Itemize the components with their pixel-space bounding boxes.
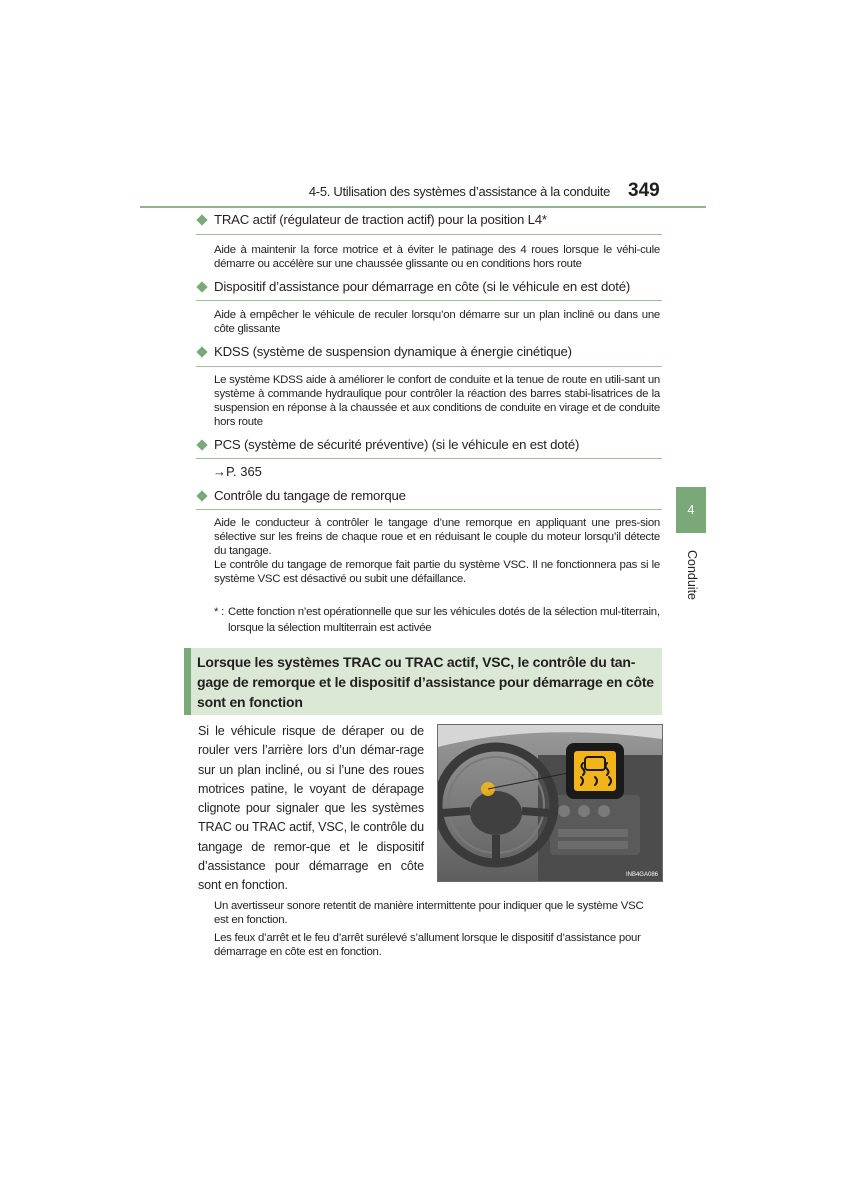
item-divider xyxy=(196,300,662,301)
item-description: Aide à empêcher le véhicule de reculer lorsqu’on démarre sur un plan incliné ou dans une côte glissante xyxy=(214,309,660,335)
item-heading-text: KDSS (système de suspension dynamique à énergie cinétique) xyxy=(214,344,572,359)
section-heading-box xyxy=(184,648,662,715)
section-heading-accent xyxy=(184,648,191,715)
diamond-bullet-icon xyxy=(196,439,207,450)
diamond-bullet-icon xyxy=(196,346,207,357)
item-description: Le système KDSS aide à améliorer le confort de conduite et la tenue de route en utili-sant un système à commande hydraulique pour contrôler la réaction des barres stabi-lisatrices de la suspension en réponse à la chaussée et aux conditions de conduite en virage et de conduite hors route xyxy=(214,374,660,428)
item-heading-kdss xyxy=(196,344,662,359)
diamond-bullet-icon xyxy=(196,214,207,225)
item-heading-text: TRAC actif (régulateur de traction actif) pour la position L4* xyxy=(214,212,547,227)
item-heading-trailer-sway xyxy=(196,488,662,503)
item-heading-hill-start xyxy=(196,279,662,294)
image-code: INB4GA086 xyxy=(625,872,658,878)
section-heading: Lorsque les systèmes TRAC ou TRAC actif, VSC, le contrôle du tan-gage de remorque et le dispositif d’assistance pour démarrage en côte sont en fonction xyxy=(197,654,654,710)
section-note: Un avertisseur sonore retentit de manière intermittente pour indiquer que le système VSC est en fonction. xyxy=(214,900,644,926)
item-description: Aide le conducteur à contrôler le tangage d’une remorque en appliquant une pres-sion sélective sur les freins de chaque roue et en réduisant le couple du moteur lorsqu’il détecte du tangage. xyxy=(214,517,660,557)
dashboard-illustration xyxy=(437,724,663,882)
header-divider xyxy=(140,206,706,208)
item-divider xyxy=(196,366,662,367)
diamond-bullet-icon xyxy=(196,281,207,292)
diamond-bullet-icon xyxy=(196,490,207,501)
section-note: Les feux d’arrêt et le feu d’arrêt surélevé s’allument lorsque le dispositif d’assistance pour démarrage en côte est en fonction. xyxy=(214,932,641,958)
page-number: 349 xyxy=(628,180,660,201)
chapter-tab[interactable]: 4 xyxy=(676,487,706,533)
item-heading-pcs xyxy=(196,437,662,452)
dashboard-drawing xyxy=(438,725,662,881)
section-body: Si le véhicule risque de déraper ou de rouler vers l’arrière lors d’un démar-rage sur un plan incliné, ou si l’une des roues motrices patine, le voyant de dérapage clignote pour signaler que les systèmes TRAC ou TRAC actif, VSC, le contrôle du tangage de remor-que et le dispositif d’assistance pour démarrage en côte sont en fonction. xyxy=(198,724,424,893)
section-notes xyxy=(214,899,660,963)
chapter-label: Conduite xyxy=(685,549,699,601)
footnote xyxy=(214,604,660,636)
item-divider xyxy=(196,458,662,459)
item-heading-text: Contrôle du tangage de remorque xyxy=(214,488,406,503)
section-title: 4-5. Utilisation des systèmes d’assistance à la conduite xyxy=(308,184,610,199)
item-heading-text: Dispositif d’assistance pour démarrage en côte (si le véhicule en est doté) xyxy=(214,279,631,294)
item-description-block xyxy=(214,516,660,586)
item-description: Le contrôle du tangage de remorque fait partie du système VSC. Il ne fonctionnera pas si le système VSC est désactivé ou subit une défaillance. xyxy=(214,559,660,585)
footnote-text: Cette fonction n’est opérationnelle que sur les véhicules dotés de la sélection mul-titerrain, lorsque la sélection multiterrain est activée xyxy=(228,606,660,634)
item-heading-trac-actif xyxy=(196,212,662,227)
item-divider xyxy=(196,509,662,510)
item-divider xyxy=(196,234,662,235)
page-reference-link[interactable]: →P. 365 xyxy=(213,464,262,479)
footnote-marker: * : xyxy=(214,606,225,618)
item-heading-text: PCS (système de sécurité préventive) (si le véhicule en est doté) xyxy=(214,437,580,452)
item-description: Aide à maintenir la force motrice et à éviter le patinage des 4 roues lorsque le véhi-cule démarre ou accélère sur une chaussée glissante ou en conditions hors route xyxy=(214,244,660,270)
